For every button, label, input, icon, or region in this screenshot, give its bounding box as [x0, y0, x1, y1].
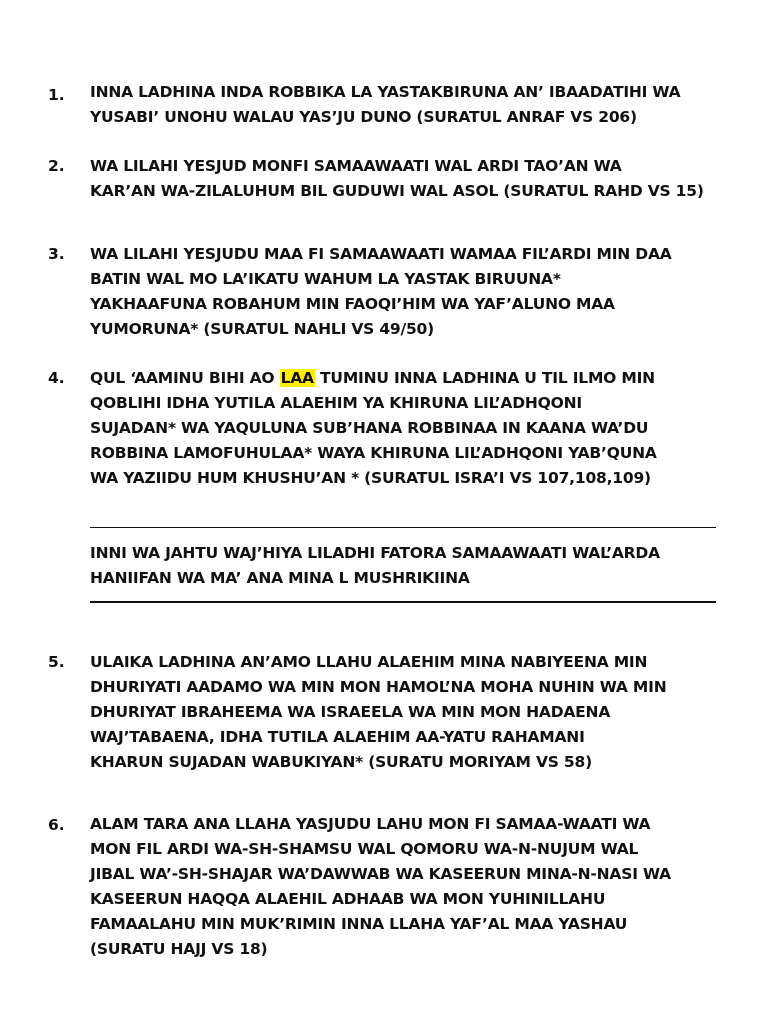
text-line	[90, 366, 753, 391]
list-item-6	[48, 812, 753, 962]
list-item-5	[48, 650, 753, 775]
text-line: WAJ’TABAENA, IDHA TUTILA ALAEHIM AA-YATU RAHAMANI	[90, 728, 585, 746]
text-line: QOBLIHI IDHA YUTILA ALAEHIM YA KHIRUNA LIL’ADHQONI	[90, 394, 582, 412]
text-line: KASEERUN HAQQA ALAEHIL ADHAAB WA MON YUHINILLAHU	[90, 890, 606, 908]
text-line: YAKHAAFUNA ROBAHUM MIN FAOQI’HIM WA YAF’ALUNO MAA	[90, 295, 615, 313]
item-text	[90, 650, 753, 775]
divider-bottom	[90, 601, 716, 603]
text-line: WA YAZIIDU HUM KHUSHU’AN * (SURATUL ISRA’I VS 107,108,109)	[90, 469, 651, 487]
text-line: HANIIFAN WA MA’ ANA MINA L MUSHRIKIINA	[90, 569, 470, 587]
text-line: JIBAL WA’-SH-SHAJAR WA’DAWWAB WA KASEERUN MINA-N-NASI WA	[90, 865, 671, 883]
item-text	[90, 812, 753, 962]
text-line: KHARUN SUJADAN WABUKIYAN* (SURATU MORIYAM VS 58)	[90, 753, 592, 771]
text-line: WA LILAHI YESJUD MONFI SAMAAWAATI WAL ARDI TAO’AN WA	[90, 157, 622, 175]
text-line: INNI WA JAHTU WAJ’HIYA LILADHI FATORA SAMAAWAATI WAL’ARDA	[90, 544, 660, 562]
item-number: 6.	[48, 816, 65, 834]
item-number: 2.	[48, 157, 65, 175]
text-line: (SURATU HAJJ VS 18)	[90, 940, 268, 958]
highlighted-word: LAA	[280, 369, 314, 387]
divider-top	[90, 527, 716, 528]
text-line: DHURIYATI AADAMO WA MIN MON HAMOL’NA MOHA NUHIN WA MIN	[90, 678, 667, 696]
text-line: ALAM TARA ANA LLAHA YASJUDU LAHU MON FI SAMAA-WAATI WA	[90, 815, 651, 833]
text-line: YUSABI’ UNOHU WALAU YAS’JU DUNO (SURATUL ANRAF VS 206)	[90, 108, 637, 126]
list-item-4	[48, 366, 753, 491]
item-number: 1.	[48, 86, 65, 104]
text-line: ROBBINA LAMOFUHULAA* WAYA KHIRUNA LIL’ADHQONI YAB’QUNA	[90, 444, 657, 462]
insert-text	[90, 541, 750, 591]
item-number: 5.	[48, 653, 65, 671]
item-text	[90, 366, 753, 491]
item-text	[90, 154, 753, 204]
text-line: YUMORUNA* (SURATUL NAHLI VS 49/50)	[90, 320, 435, 338]
list-item-2	[48, 154, 753, 204]
text-line: DHURIYAT IBRAHEEMA WA ISRAEELA WA MIN MON HADAENA	[90, 703, 611, 721]
item-text	[90, 80, 753, 130]
list-item-3	[48, 242, 753, 342]
text-line: SUJADAN* WA YAQULUNA SUB’HANA ROBBINAA IN KAANA WA’DU	[90, 419, 649, 437]
text-line: INNA LADHINA INDA ROBBIKA LA YASTAKBIRUNA AN’ IBAADATIHI WA	[90, 83, 681, 101]
text-line: FAMAALAHU MIN MUK’RIMIN INNA LLAHA YAF’AL MAA YASHAU	[90, 915, 628, 933]
item-text	[90, 242, 753, 342]
list-item-1	[48, 80, 753, 130]
text-line: WA LILAHI YESJUDU MAA FI SAMAAWAATI WAMAA FIL’ARDI MIN DAA	[90, 245, 672, 263]
text-line: ULAIKA LADHINA AN’AMO LLAHU ALAEHIM MINA NABIYEENA MIN	[90, 653, 648, 671]
text-segment: TUMINU INNA LADHINA U TIL ILMO MIN	[314, 369, 655, 387]
text-segment: QUL ‘AAMINU BIHI AO	[90, 369, 280, 387]
item-number: 4.	[48, 369, 65, 387]
text-line: KAR’AN WA-ZILALUHUM BIL GUDUWI WAL ASOL (SURATUL RAHD VS 15)	[90, 182, 704, 200]
text-line: BATIN WAL MO LA’IKATU WAHUM LA YASTAK BIRUUNA*	[90, 270, 561, 288]
item-number: 3.	[48, 245, 65, 263]
text-line: MON FIL ARDI WA-SH-SHAMSU WAL QOMORU WA-N-NUJUM WAL	[90, 840, 639, 858]
